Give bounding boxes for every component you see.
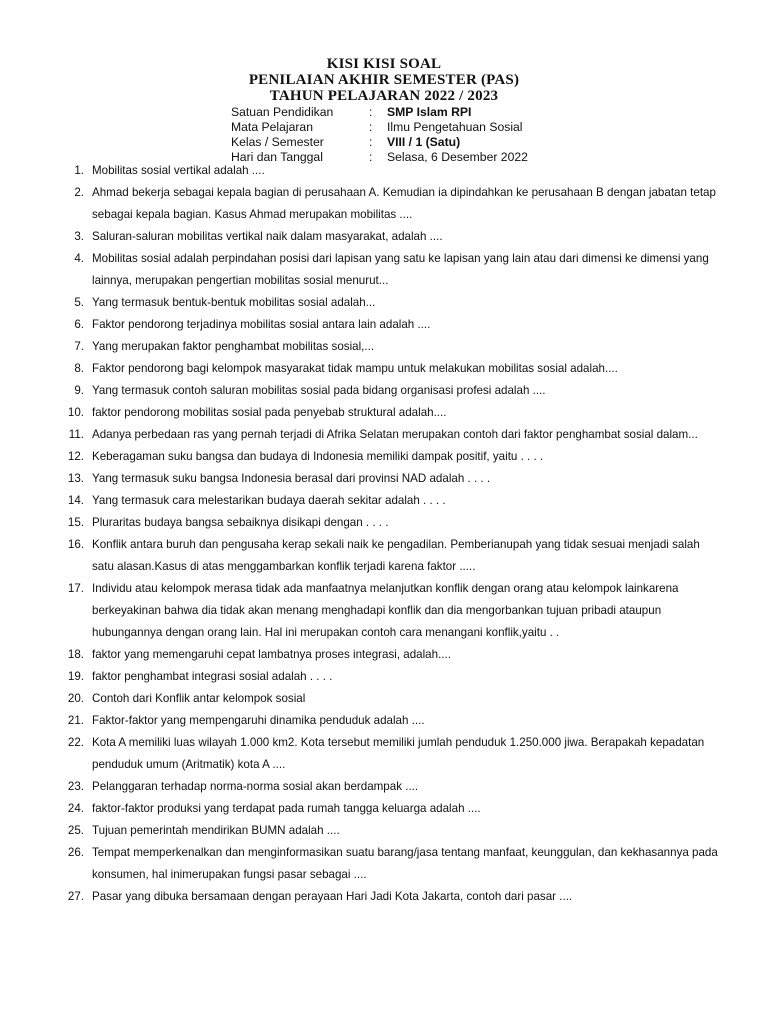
question-number: 10. bbox=[67, 406, 84, 419]
question-item bbox=[58, 248, 722, 292]
question-number: 13. bbox=[67, 472, 84, 485]
meta-label: Mata Pelajaran bbox=[231, 120, 313, 134]
question-item bbox=[58, 886, 722, 908]
meta-value: SMP Islam RPI bbox=[387, 105, 472, 119]
question-text: Yang merupakan faktor penghambat mobilitas sosial,... bbox=[92, 340, 375, 353]
question-item bbox=[58, 314, 722, 336]
question-text: Ahmad bekerja sebagai kepala bagian di perusahaan A. Kemudian ia dipindahkan ke perusahaan B dengan jabatan tetap sebagai kepala bagian. Kasus Ahmad merupakan mobilitas .... bbox=[92, 186, 716, 221]
question-number: 11. bbox=[68, 428, 84, 441]
question-item bbox=[58, 666, 722, 688]
question-item bbox=[58, 578, 722, 644]
question-number: 26. bbox=[67, 846, 84, 859]
question-text: faktor pendorong mobilitas sosial pada penyebab struktural adalah.... bbox=[92, 406, 447, 419]
question-text: Contoh dari Konflik antar kelompok sosial bbox=[92, 692, 306, 705]
question-item bbox=[58, 732, 722, 776]
meta-colon: : bbox=[369, 120, 373, 134]
meta-row bbox=[231, 120, 528, 135]
meta-colon: : bbox=[369, 105, 373, 119]
meta-label: Hari dan Tanggal bbox=[231, 150, 323, 164]
header-title: KISI KISI SOAL bbox=[326, 56, 442, 72]
question-text: Tujuan pemerintah mendirikan BUMN adalah .... bbox=[92, 824, 340, 837]
question-item bbox=[58, 842, 722, 886]
question-text: Pluraritas budaya bangsa sebaiknya disikapi dengan . . . . bbox=[92, 516, 389, 529]
question-number: 2. bbox=[74, 186, 84, 199]
question-text: Keberagaman suku bangsa dan budaya di Indonesia memiliki dampak positif, yaitu . . . . bbox=[92, 450, 544, 463]
header-year: TAHUN PELAJARAN 2022 / 2023 bbox=[269, 88, 499, 104]
question-number: 7. bbox=[74, 340, 84, 353]
question-item bbox=[58, 182, 722, 226]
question-number: 12. bbox=[67, 450, 84, 463]
question-item bbox=[58, 490, 722, 512]
question-number: 6. bbox=[74, 318, 84, 331]
question-number: 16. bbox=[67, 538, 84, 551]
question-text: Yang termasuk bentuk-bentuk mobilitas sosial adalah... bbox=[92, 296, 376, 309]
question-text: Yang termasuk suku bangsa Indonesia berasal dari provinsi NAD adalah . . . . bbox=[92, 472, 491, 485]
question-item bbox=[58, 446, 722, 468]
question-text: Mobilitas sosial vertikal adalah .... bbox=[92, 164, 265, 177]
question-number: 15. bbox=[67, 516, 84, 529]
question-item bbox=[58, 710, 722, 732]
meta-row bbox=[231, 135, 528, 150]
question-item bbox=[58, 292, 722, 314]
meta-row bbox=[231, 105, 528, 120]
question-text: faktor-faktor produksi yang terdapat pada rumah tangga keluarga adalah .... bbox=[92, 802, 481, 815]
document-meta-table bbox=[231, 105, 528, 165]
question-text: Pelanggaran terhadap norma-norma sosial akan berdampak .... bbox=[92, 780, 419, 793]
question-item bbox=[58, 160, 722, 182]
question-number: 25. bbox=[67, 824, 84, 837]
question-number: 5. bbox=[74, 296, 84, 309]
question-item bbox=[58, 776, 722, 798]
question-text: faktor yang memengaruhi cepat lambatnya proses integrasi, adalah.... bbox=[92, 648, 451, 661]
question-text: Konflik antara buruh dan pengusaha kerap sekali naik ke pengadilan. Pemberianupah yang tidak sesuai menjadi salah satu alasan.Kasus di atas menggambarkan konflik terjadi karena faktor ..... bbox=[92, 538, 700, 573]
question-item bbox=[58, 534, 722, 578]
question-number: 23. bbox=[67, 780, 84, 793]
question-number: 27. bbox=[67, 890, 84, 903]
question-text: Yang termasuk contoh saluran mobilitas sosial pada bidang organisasi profesi adalah .... bbox=[92, 384, 546, 397]
question-list bbox=[58, 160, 722, 908]
meta-label: Satuan Pendidikan bbox=[231, 105, 334, 119]
question-number: 14. bbox=[67, 494, 84, 507]
question-text: Faktor-faktor yang mempengaruhi dinamika penduduk adalah .... bbox=[92, 714, 425, 727]
question-text: Yang termasuk cara melestarikan budaya daerah sekitar adalah . . . . bbox=[92, 494, 446, 507]
question-number: 1. bbox=[74, 164, 84, 177]
question-number: 22. bbox=[67, 736, 84, 749]
question-number: 9. bbox=[74, 384, 84, 397]
question-item bbox=[58, 226, 722, 248]
question-text: Tempat memperkenalkan dan menginformasikan suatu barang/jasa tentang manfaat, keunggulan, dan kekhasannya pada konsumen, hal inimerupakan fungsi pasar sebagai .... bbox=[92, 846, 718, 881]
question-number: 18. bbox=[67, 648, 84, 661]
document-header bbox=[0, 56, 768, 104]
question-text: faktor penghambat integrasi sosial adalah . . . . bbox=[92, 670, 333, 683]
question-text: Saluran-saluran mobilitas vertikal naik dalam masyarakat, adalah .... bbox=[92, 230, 443, 243]
question-text: Faktor pendorong terjadinya mobilitas sosial antara lain adalah .... bbox=[92, 318, 431, 331]
question-item bbox=[58, 644, 722, 666]
question-number: 4. bbox=[74, 252, 84, 265]
question-text: Adanya perbedaan ras yang pernah terjadi di Afrika Selatan merupakan contoh dari faktor penghambat sosial dalam... bbox=[92, 428, 698, 441]
meta-value: VIII / 1 (Satu) bbox=[387, 135, 461, 149]
question-item bbox=[58, 798, 722, 820]
question-item bbox=[58, 688, 722, 710]
question-text: Faktor pendorong bagi kelompok masyarakat tidak mampu untuk melakukan mobilitas sosial adalah.... bbox=[92, 362, 618, 375]
question-item bbox=[58, 512, 722, 534]
question-item bbox=[58, 402, 722, 424]
header-subtitle: PENILAIAN AKHIR SEMESTER (PAS) bbox=[248, 72, 520, 88]
question-item bbox=[58, 336, 722, 358]
question-item bbox=[58, 424, 722, 446]
question-number: 3. bbox=[74, 230, 84, 243]
question-number: 20. bbox=[67, 692, 84, 705]
meta-colon: : bbox=[369, 135, 373, 149]
meta-colon: : bbox=[369, 150, 373, 164]
question-item bbox=[58, 380, 722, 402]
question-text: Individu atau kelompok merasa tidak ada manfaatnya melanjutkan konflik dengan orang atau kelompok lainkarena berkeyakinan bahwa dia tidak akan menang menghadapi konflik dan dia mengorbankan tujuan pribadi ataupun hubungannya dengan orang lain. Hal ini merupakan contoh cara menangani konflik,yaitu . . bbox=[92, 582, 679, 639]
question-number: 19. bbox=[67, 670, 84, 683]
question-text: Mobilitas sosial adalah perpindahan posisi dari lapisan yang satu ke lapisan yang lain atau dari dimensi ke dimensi yang lainnya, merupakan pengertian mobilitas sosial menurut... bbox=[92, 252, 709, 287]
question-text: Kota A memiliki luas wilayah 1.000 km2. Kota tersebut memiliki jumlah penduduk 1.250.000 jiwa. Berapakah kepadatan penduduk umum (Aritmatik) kota A .... bbox=[92, 736, 705, 771]
meta-value: Selasa, 6 Desember 2022 bbox=[387, 150, 528, 164]
question-text: Pasar yang dibuka bersamaan dengan perayaan Hari Jadi Kota Jakarta, contoh dari pasar .... bbox=[92, 890, 573, 903]
question-item bbox=[58, 820, 722, 842]
meta-label: Kelas / Semester bbox=[231, 135, 324, 149]
meta-value: Ilmu Pengetahuan Sosial bbox=[387, 120, 523, 134]
question-item bbox=[58, 358, 722, 380]
question-number: 21. bbox=[67, 714, 84, 727]
question-number: 8. bbox=[74, 362, 84, 375]
question-number: 24. bbox=[67, 802, 84, 815]
question-item bbox=[58, 468, 722, 490]
question-number: 17. bbox=[67, 582, 84, 595]
